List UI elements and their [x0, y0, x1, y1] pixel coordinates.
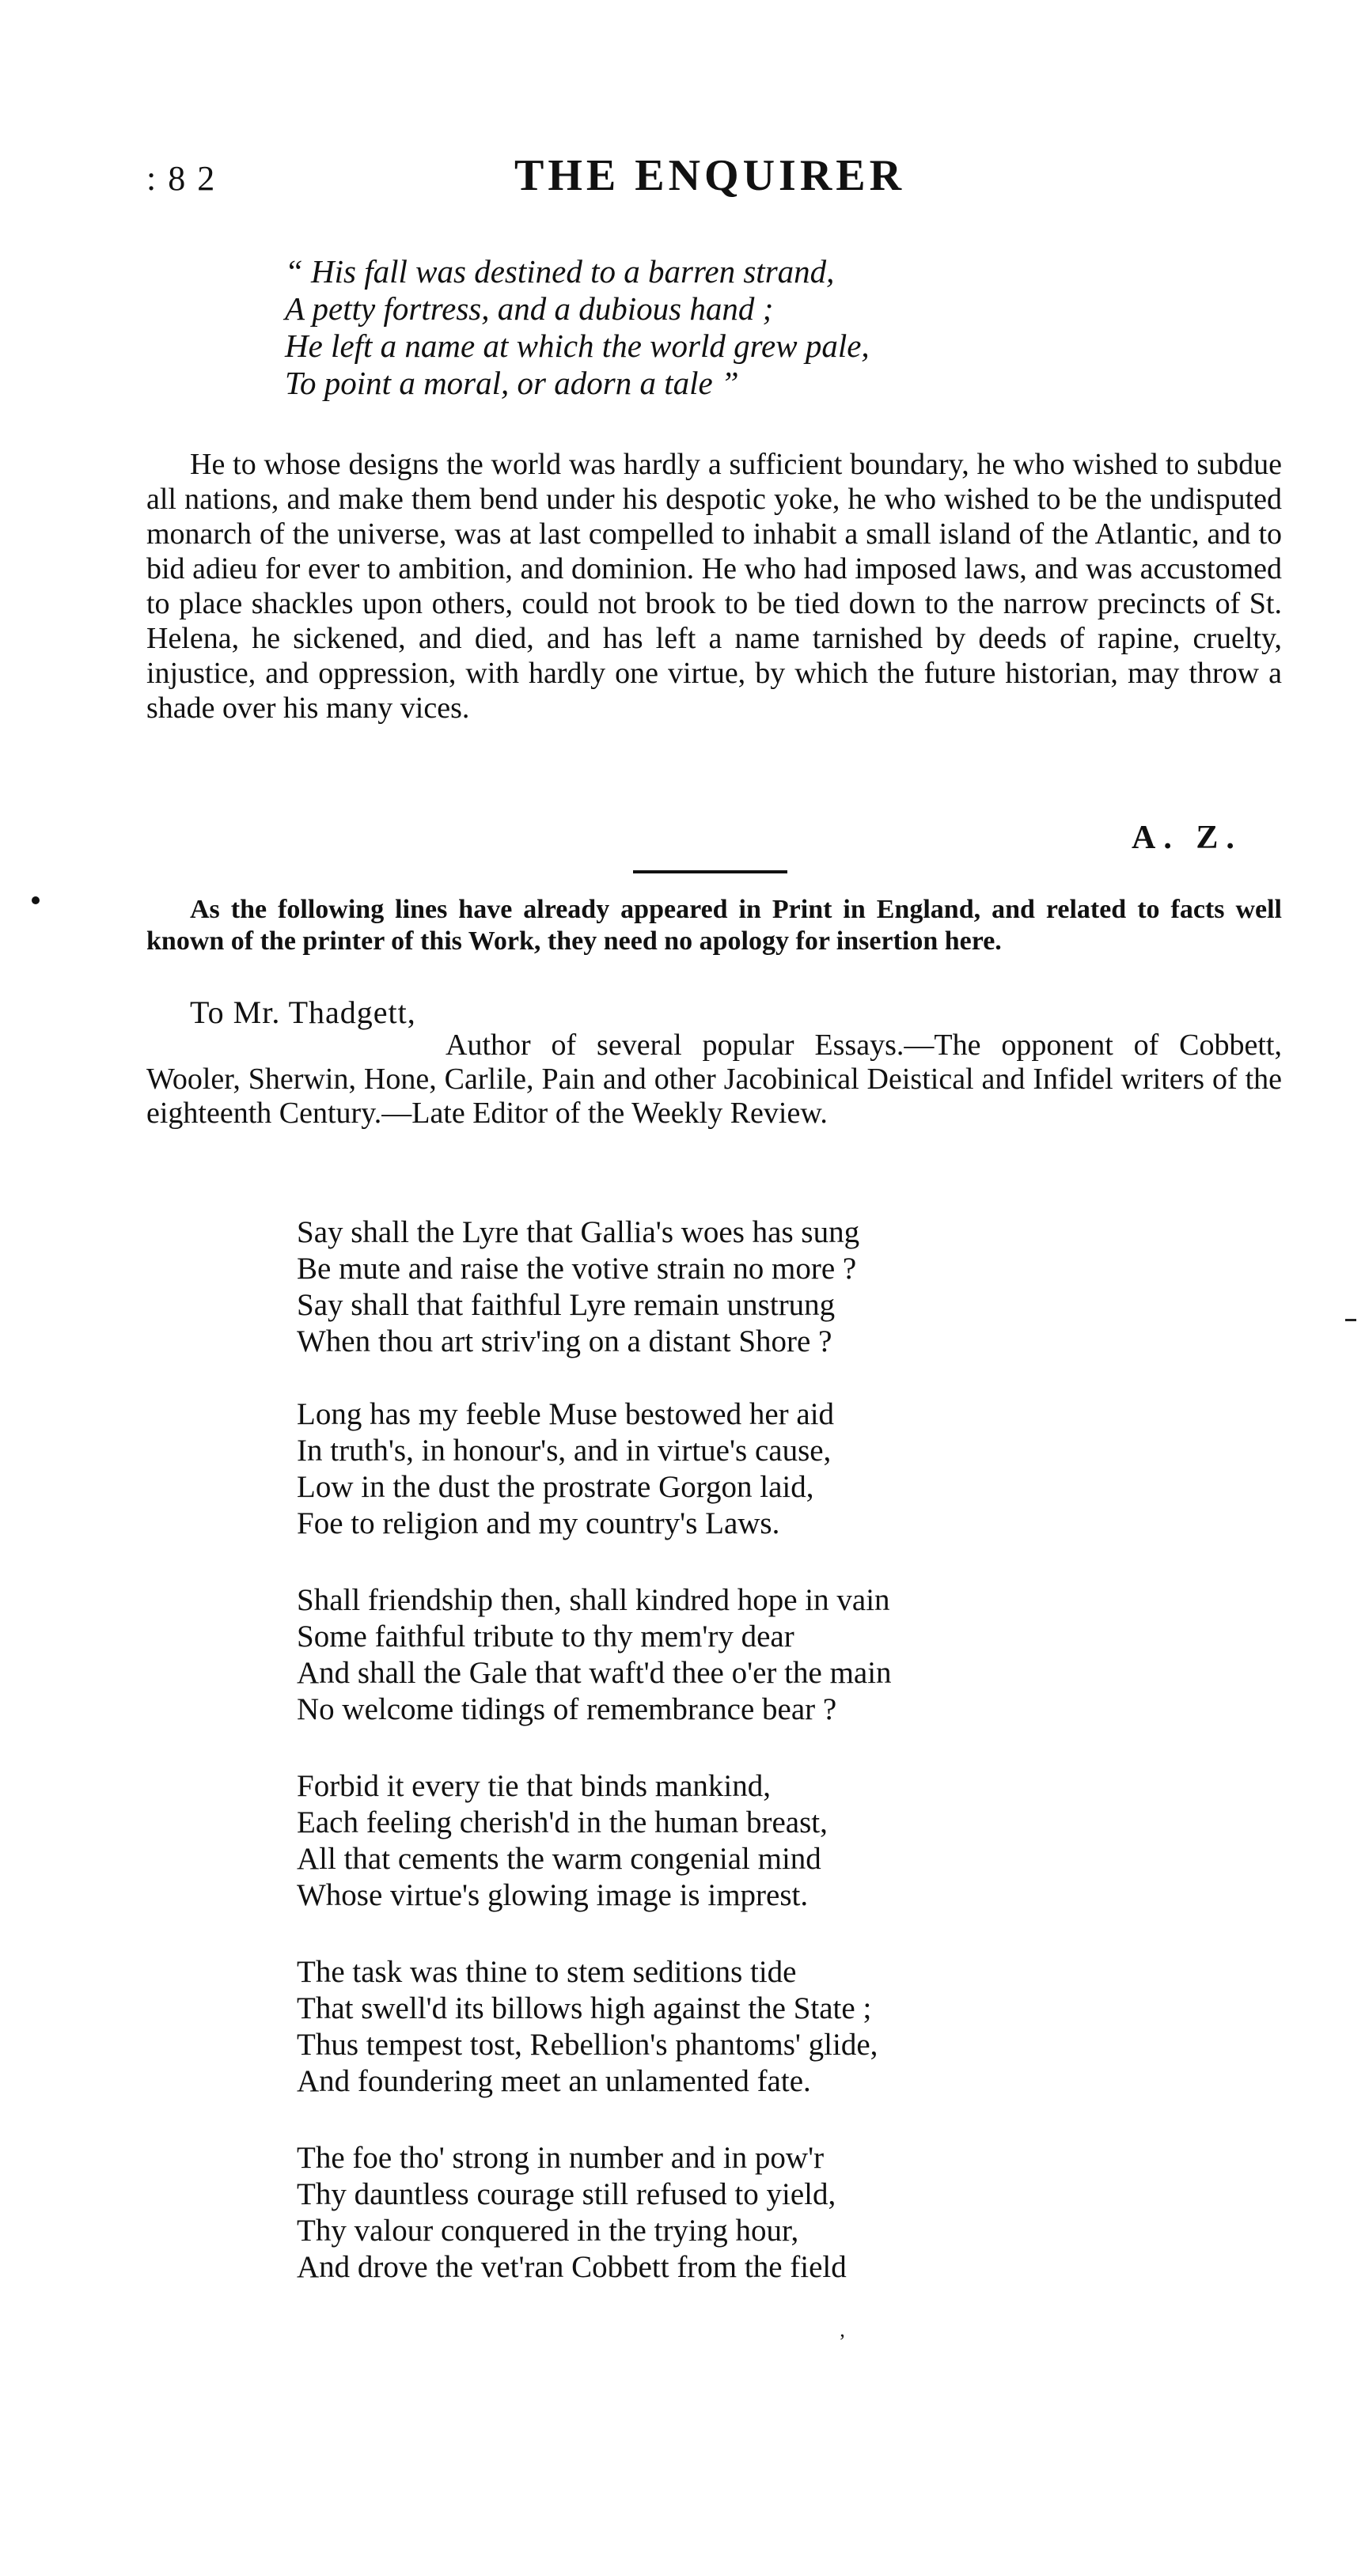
poem-line: Foe to religion and my country's Laws.: [297, 1506, 780, 1540]
poem-stanza: [297, 1396, 834, 1542]
poem-line: Shall friendship then, shall kindred hope in vain: [297, 1583, 890, 1617]
poem-line: Some faithful tribute to thy mem'ry dear: [297, 1619, 794, 1654]
poem-stanza: [297, 2140, 847, 2286]
poem-line: Be mute and raise the votive strain no more ?: [297, 1252, 857, 1286]
epigraph-line: A petty fortress, and a dubious hand ;: [285, 290, 774, 327]
poem-stanza: [297, 1768, 828, 1914]
poem-stanza: [297, 1954, 878, 2100]
intro-note: As the following lines have already appeared in Print in England, and related to facts well known of the printer of this Work, they need no apology for insertion here.: [146, 895, 1282, 956]
poem-line: No welcome tidings of remembrance bear ?: [297, 1692, 837, 1726]
catchword-mark: ’: [839, 2330, 846, 2353]
epigraph-line: “ His fall was destined to a barren strand,: [285, 253, 835, 290]
dedication-to-line: To Mr. Thadgett,: [190, 994, 416, 1030]
poem-line: Say shall that faithful Lyre remain unstrung: [297, 1288, 836, 1322]
poem-stanza: [297, 1582, 892, 1728]
section-divider: [633, 870, 787, 873]
poem-line: All that cements the warm congenial mind: [297, 1842, 821, 1876]
poem-line: That swell'd its billows high against the State ;: [297, 1991, 872, 2025]
poem-line: Each feeling cherish'd in the human breast,: [297, 1805, 828, 1839]
poem-line: Thus tempest tost, Rebellion's phantoms' glide,: [297, 2028, 878, 2062]
poem-line: Whose virtue's glowing image is imprest.: [297, 1878, 809, 1912]
margin-dot: [32, 896, 40, 904]
poem-line: And shall the Gale that waft'd thee o'er the main: [297, 1656, 892, 1690]
author-signature: A. Z.: [1132, 820, 1242, 856]
poem-stanza: [297, 1214, 859, 1360]
poem-line: Thy dauntless courage still refused to yield,: [297, 2177, 836, 2211]
poem-line: When thou art striv'ing on a distant Shore ?: [297, 1324, 832, 1358]
poem-line: The task was thine to stem seditions tide: [297, 1955, 797, 1989]
page-number: : 8 2: [146, 159, 217, 198]
poem-line: Low in the dust the prostrate Gorgon laid,: [297, 1470, 814, 1504]
running-title: THE ENQUIRER: [514, 151, 906, 200]
dedication-text: Author of several popular Essays.—The opponent of Cobbett, Wooler, Sherwin, Hone, Carlile, Pain and other Jacobinical Deistical and Infidel writers of the eighteenth Century.—Late Editor of the Weekly Review.: [146, 1029, 1282, 1130]
poem-line: The foe tho' strong in number and in pow'r: [297, 2141, 825, 2175]
epigraph-line: He left a name at which the world grew pale,: [285, 328, 870, 364]
poem-line: And foundering meet an unlamented fate.: [297, 2064, 811, 2098]
epigraph-line: To point a moral, or adorn a tale ”: [285, 365, 739, 401]
essay-paragraph: He to whose designs the world was hardly a sufficient boundary, he who wished to subdue all nations, and make them bend under his despotic yoke, he who wished to be the undisputed monarch of the universe, was at last compelled to inhabit a small island of the Atlantic, and to bid adieu for ever to ambition, and dominion. He who had imposed laws, and was accustomed to place shackles upon others, could not brook to be tied down to the narrow precincts of St. Helena, he sickened, and died, and has left a name tarnished by deeds of rapine, cruelty, injustice, and oppression, with hardly one virtue, by which the future historian, may throw a shade over his many vices.: [146, 448, 1282, 725]
poem-line: Long has my feeble Muse bestowed her aid: [297, 1397, 835, 1431]
poem-line: Thy valour conquered in the trying hour,: [297, 2214, 799, 2248]
poem-line: Say shall the Lyre that Gallia's woes has sung: [297, 1215, 860, 1249]
poem-line: Forbid it every tie that binds mankind,: [297, 1769, 771, 1803]
margin-dash: [1345, 1319, 1356, 1321]
epigraph: [285, 253, 870, 402]
poem-line: And drove the vet'ran Cobbett from the field: [297, 2250, 847, 2284]
poem-line: In truth's, in honour's, and in virtue's cause,: [297, 1434, 832, 1468]
